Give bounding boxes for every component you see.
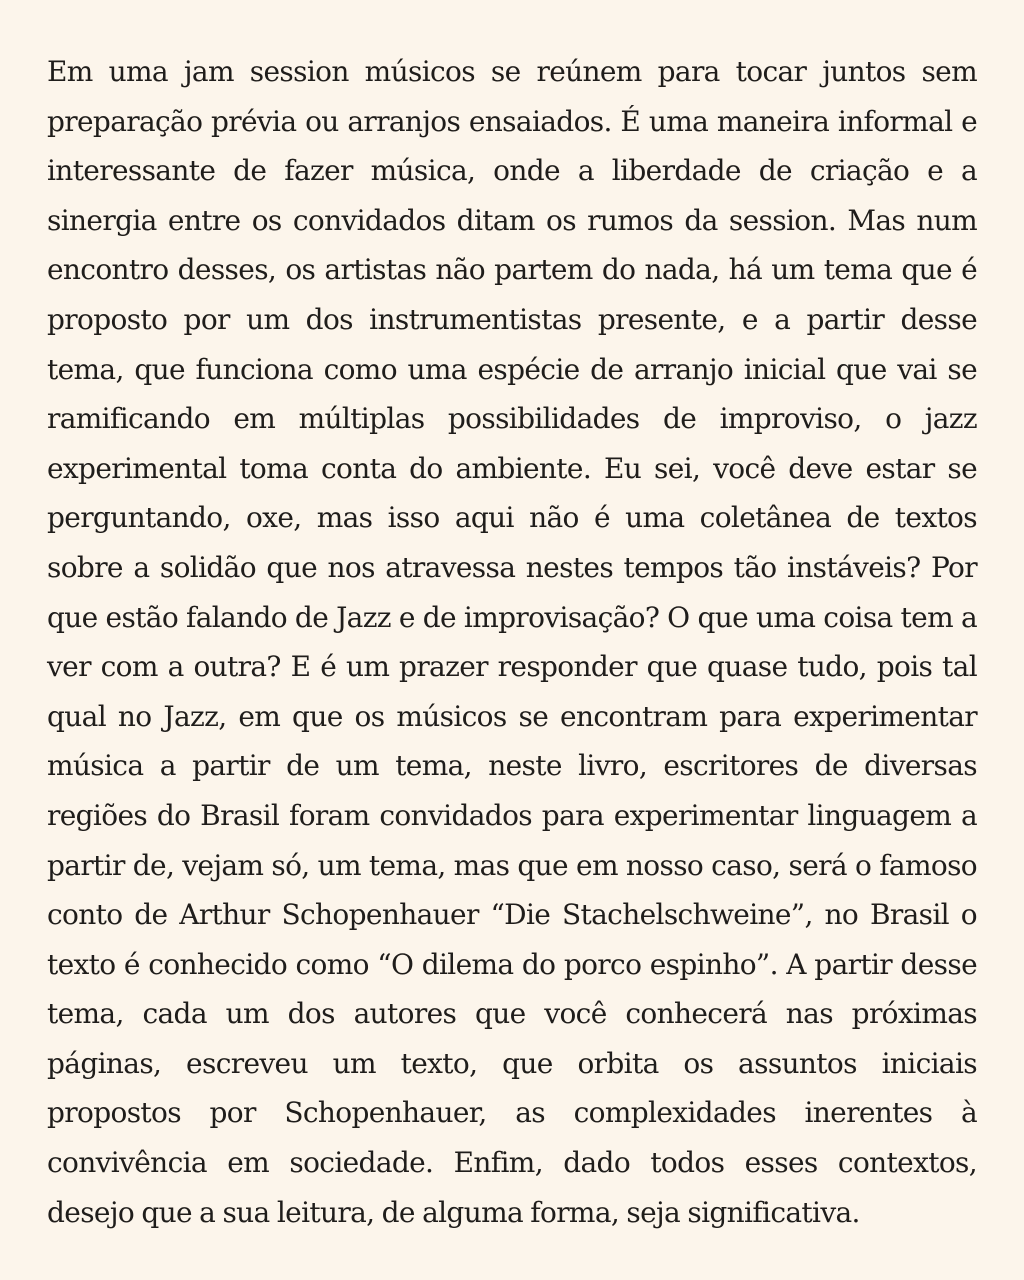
body-paragraph: Em uma jam session músicos se reúnem para tocar juntos sem preparação prévia ou arranjos ensaiados. É uma maneira informal e interessante de fazer música, onde a liberdade de criação e a sinergia entre os convidados ditam os rumos da session. Mas num encontro desses, os artistas não partem do nada, há um tema que é proposto por um dos instrumentistas presente, e a partir desse tema, que funciona como uma espécie de arranjo inicial que vai se ramificando em múltiplas possibilidades de improviso, o jazz experimental toma conta do ambiente. Eu sei, você deve estar se perguntando, oxe, mas isso aqui não é uma coletânea de textos sobre a solidão que nos atravessa nestes tempos tão instáveis? Por que estão falando de Jazz e de improvisação? O que uma coisa tem a ver com a outra? E é um prazer responder que quase tudo, pois tal qual no Jazz, em que os músicos se encontram para experimentar música a partir de um tema, neste livro, escritores de diversas regiões do Brasil foram convidados para experimentar linguagem a partir de, vejam só, um tema, mas que em nosso caso, será o famoso conto de Arthur Schopenhauer “Die Stachelschweine”, no Brasil o texto é conhecido como “O dilema do porco espinho”. A partir desse tema, cada um dos autores que você conhecerá nas próximas páginas, escreveu um texto, que orbita os assuntos iniciais propostos por Schopenhauer, as complexidades inerentes à convivência em sociedade. Enfim, dado todos esses contextos, desejo que a sua leitura, de alguma forma, seja significativa.: [47, 55, 977, 1229]
